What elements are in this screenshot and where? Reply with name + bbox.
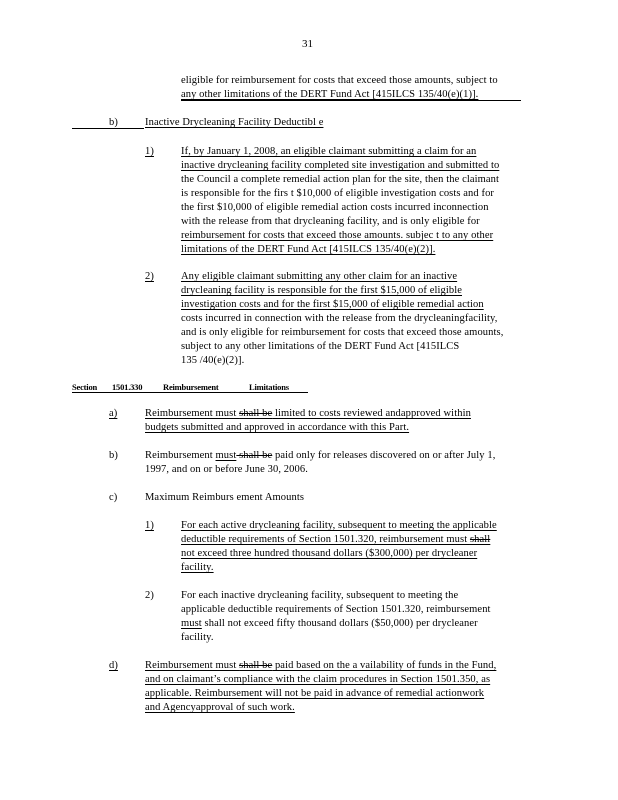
b-item-2-line-5: and is only eligible for reimbursement for costs that exceed those amounts, — [181, 327, 504, 338]
item-c-title: Maximum Reimburs ement Amounts — [145, 492, 305, 503]
c-item-2-line-1: For each inactive drycleaning facility, subsequent to meeting the — [181, 590, 459, 601]
item-d-line-1-rest: paid based on the a vailability of funds in the Fund, — [272, 660, 497, 671]
item-b-line-1-text: Reimbursement — [145, 450, 216, 461]
b-item-1-line-6: with the release from that drycleaning facility, and is only eligible for — [181, 216, 480, 227]
item-c-marker: c) — [109, 492, 118, 503]
b-item-1-line-8: limitations of the DERT Fund Act [415ILCS 135/40(e)(2)]. — [181, 244, 436, 255]
c-item-2-line-2: applicable deductible requirements of Section 1501.320, reimbursement — [181, 604, 491, 615]
section-number: 1501.330 — [112, 382, 143, 392]
section-label: Section — [72, 382, 98, 392]
c-item-1-marker: 1) — [145, 520, 154, 531]
item-a-marker: a) — [109, 408, 118, 419]
c-item-1-line-2 — [181, 533, 490, 546]
c-item-1-line-2-text: deductible requirements of Section 1501.320, reimbursement must — [181, 534, 470, 545]
c-item-2-marker: 2) — [145, 590, 154, 601]
item-d-line-4: and Agencyapproval of such work. — [145, 702, 295, 713]
item-b-line-2: 1997, and on or before June 30, 2006. — [145, 464, 308, 475]
inserted-must: must — [215, 450, 237, 461]
underline-rule — [181, 100, 521, 101]
continuation-line-1: eligible for reimbursement for costs that exceed those amounts, subject to — [181, 75, 498, 86]
c-item-2-line-4: facility. — [181, 632, 214, 643]
b-item-2-line-2: drycleaning facility is responsible for the first $15,000 of eligible — [181, 285, 462, 296]
item-b-line-1-rest: paid only for releases discovered on or after July 1, — [272, 450, 496, 461]
struck-text: shall be — [239, 660, 273, 671]
c-item-1-line-4: facility. — [181, 562, 214, 573]
item-a-line-1-text: Reimbursement must — [145, 408, 240, 419]
b-item-2-line-4: costs incurred in connection with the release from the drycleaningfacility, — [181, 313, 498, 324]
page-number: 31 — [302, 38, 313, 50]
item-a-line-2: budgets submitted and approved in accordance with this Part. — [145, 422, 410, 433]
b-item-2-line-6: subject to any other limitations of the DERT Fund Act [415ILCS — [181, 341, 460, 352]
b-item-1-line-4: is responsible for the firs t $10,000 of eligible investigation costs and for — [181, 188, 495, 199]
item-d-line-3: applicable. Reimbursement will not be paid in advance of remedial actionwork — [145, 688, 485, 699]
b-item-2-line-3: investigation costs and for the first $15,000 of eligible remedial action — [181, 299, 484, 310]
struck-text: shall be — [239, 408, 273, 419]
underline-rule — [72, 392, 308, 393]
b-item-2-line-7: 135 /40(e)(2)]. — [181, 355, 245, 366]
b-item-2-marker: 2) — [145, 271, 154, 282]
item-a-line-1 — [145, 407, 471, 420]
c-item-1-line-1: For each active drycleaning facility, subsequent to meeting the applicable — [181, 520, 497, 531]
b-item-1-line-7: reimbursement for costs that exceed those amounts. subjec t to any other — [181, 230, 494, 241]
continuation-line-2: any other limitations of the DERT Fund Act [415ILCS 135/40(e)(1)]. — [181, 89, 479, 100]
subsection-b-title: Inactive Drycleaning Facility Deductibl e — [145, 117, 324, 128]
c-item-1-line-3: not exceed three hundred thousand dollars ($300,000) per drycleaner — [181, 548, 478, 559]
struck-text: shall be — [236, 450, 273, 461]
section-title-b: Limitations — [249, 382, 289, 392]
b-item-1-line-2: inactive drycleaning facility completed site investigation and submitted to — [181, 160, 500, 171]
c-item-2-line-3 — [181, 617, 478, 630]
item-b-line-1 — [145, 449, 495, 462]
b-item-1-line-1: If, by January 1, 2008, an eligible claimant submitting a claim for an — [181, 146, 477, 157]
b-item-1-line-3: the Council a complete remedial action plan for the site, then the claimant — [181, 174, 500, 185]
underline-rule — [72, 128, 144, 129]
item-a-line-1-rest: limited to costs reviewed andapproved within — [272, 408, 471, 419]
item-b-marker: b) — [109, 450, 118, 461]
struck-text: shall — [469, 534, 491, 545]
subsection-b-marker: b) — [109, 117, 118, 128]
item-d-line-2: and on claimant’s compliance with the claim procedures in Section 1501.350, as — [145, 674, 491, 685]
item-d-line-1-text: Reimbursement must — [145, 660, 240, 671]
item-d-line-1 — [145, 659, 496, 672]
b-item-2-line-1: Any eligible claimant submitting any other claim for an inactive — [181, 271, 458, 282]
section-title-a: Reimbursement — [163, 382, 219, 392]
inserted-must: must — [181, 618, 202, 629]
b-item-1-marker: 1) — [145, 146, 154, 157]
b-item-1-line-5: the first $10,000 of eligible remedial action costs incurred inconnection — [181, 202, 489, 213]
item-d-marker: d) — [109, 660, 118, 671]
c-item-2-line-3-rest: shall not exceed fifty thousand dollars ($50,000) per drycleaner — [201, 618, 478, 629]
